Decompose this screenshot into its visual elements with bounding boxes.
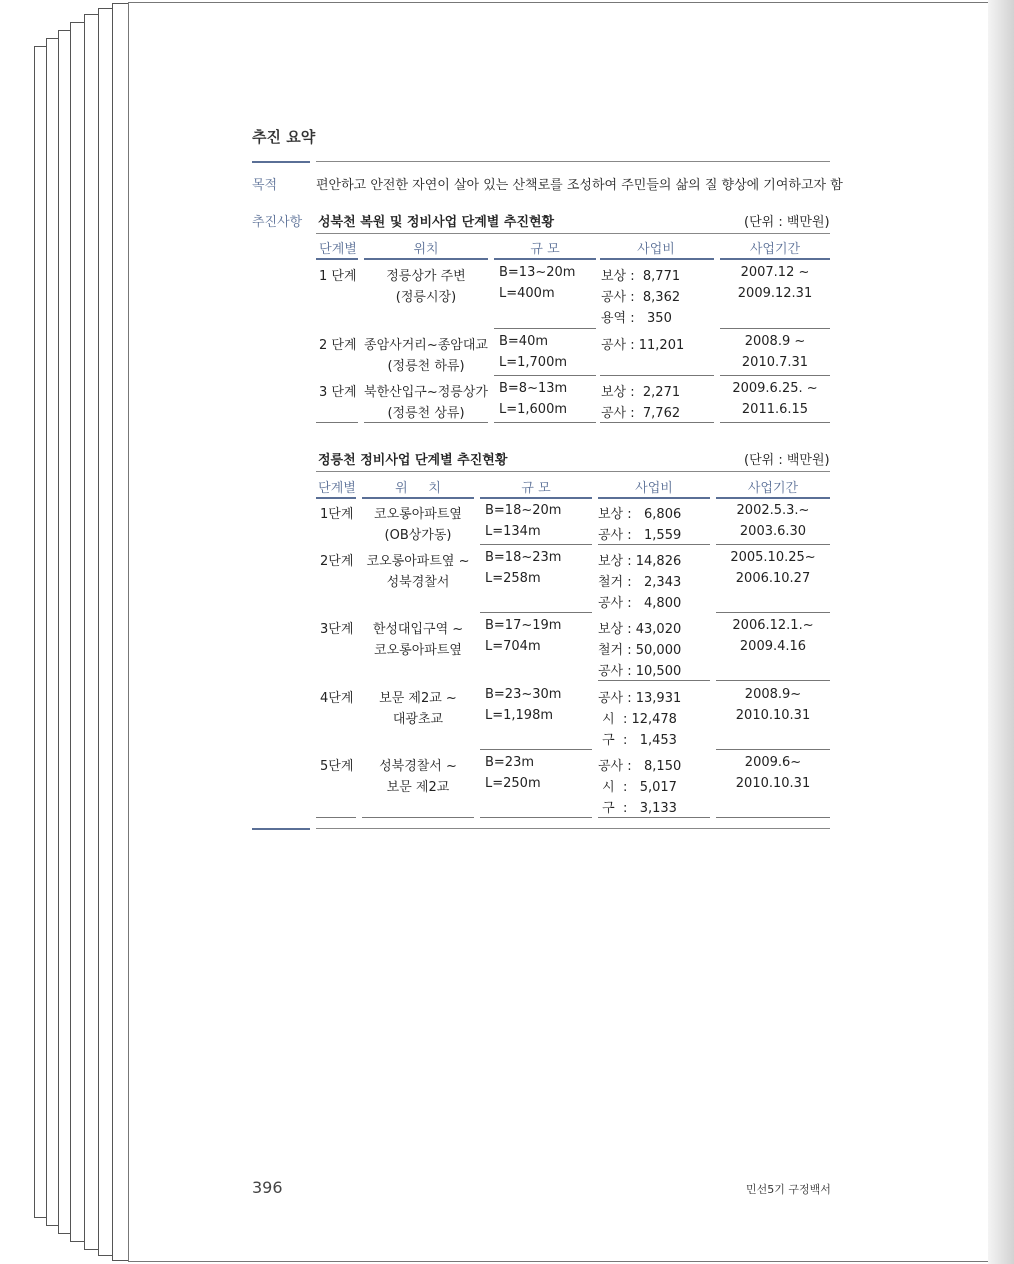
t2-header-cost: 사업비: [635, 481, 673, 496]
t2-r5-loc2: 보문 제2교: [386, 780, 450, 795]
t1-r2-cost1: 공사 : 11,201: [601, 338, 685, 353]
t2-r1-loc2: (OB상가동): [384, 528, 452, 543]
t1-r3-cost1: 보상 : 2,271: [601, 385, 681, 400]
t1-r3-cost2: 공사 : 7,762: [601, 406, 681, 421]
t2-r3-scale1: B=17~19m: [485, 618, 562, 633]
t2-r2-cost1: 보상 : 14,826: [598, 554, 682, 569]
t2-r1-scale1: B=18~20m: [485, 503, 562, 518]
t2-r5-loc1: 성북경찰서 ~: [379, 759, 457, 774]
t1-r2-stage: 2 단계: [319, 338, 357, 353]
t2-r3-cost3: 공사 : 10,500: [598, 664, 682, 679]
t2-r3-loc2: 코오롱아파트옆: [374, 643, 462, 658]
t1-r2-loc1: 종암사거리~종암대교: [364, 338, 488, 353]
t2-r3-scale2: L=704m: [485, 639, 541, 654]
t2-r4-period2: 2010.10.31: [735, 708, 811, 723]
t2-r3-period2: 2009.4.16: [739, 639, 807, 654]
t2-r4-cost1: 공사 : 13,931: [598, 691, 682, 706]
t1-r1-period2: 2009.12.31: [737, 286, 813, 301]
t2-r1-period1: 2002.5.3.~: [736, 503, 810, 518]
t1-r2-loc2: (정릉천 하류): [387, 359, 465, 374]
t1-r3-period1: 2009.6.25. ~: [732, 381, 818, 396]
t1-r1-scale2: L=400m: [499, 286, 555, 301]
t1-r2-period1: 2008.9 ~: [744, 334, 806, 349]
t2-r4-loc1: 보문 제2교 ~: [379, 691, 457, 706]
t1-r3-scale2: L=1,600m: [499, 402, 568, 417]
t1-r1-scale1: B=13~20m: [499, 265, 576, 280]
t2-r5-cost1: 공사 : 8,150: [598, 759, 682, 774]
t2-r5-stage: 5단계: [320, 759, 354, 774]
t2-r1-cost2: 공사 : 1,559: [598, 528, 682, 543]
table2-unit: (단위 : 백만원): [744, 453, 830, 468]
t2-r4-cost2: 시 : 12,478: [598, 712, 677, 727]
t2-header-stage: 단계별: [318, 481, 356, 496]
t2-r5-scale1: B=23m: [485, 755, 535, 770]
t2-r2-stage: 2단계: [320, 554, 354, 569]
t2-r5-period1: 2009.6~: [744, 755, 802, 770]
t1-r1-cost1: 보상 : 8,771: [601, 269, 681, 284]
t1-r1-stage: 1 단계: [319, 269, 357, 284]
section-title: 추진 요약: [252, 128, 316, 146]
t2-r1-cost1: 보상 : 6,806: [598, 507, 682, 522]
t1-r3-period2: 2011.6.15: [741, 402, 809, 417]
t1-header-cost: 사업비: [637, 242, 675, 257]
t1-r1-cost3: 용역 : 350: [601, 311, 672, 326]
t2-r2-period2: 2006.10.27: [735, 571, 811, 586]
purpose-label: 목적: [252, 178, 278, 193]
t2-r3-period1: 2006.12.1.~: [732, 618, 814, 633]
t2-r4-cost3: 구 : 1,453: [598, 733, 677, 748]
t2-header-period: 사업기간: [747, 481, 799, 496]
table1-unit: (단위 : 백만원): [744, 215, 830, 230]
table2-title: 정릉천 정비사업 단계별 추진현황: [318, 453, 508, 468]
book-title: 민선5기 구정백서: [746, 1183, 831, 1196]
t2-r3-loc1: 한성대입구역 ~: [372, 622, 464, 637]
t2-r3-stage: 3단계: [320, 622, 354, 637]
t2-header-loc: 위 치: [395, 481, 441, 496]
t2-r4-loc2: 대광초교: [392, 712, 444, 727]
t1-r1-loc2: (정릉시장): [395, 290, 457, 305]
t2-r1-stage: 1단계: [320, 507, 354, 522]
t2-r4-stage: 4단계: [320, 691, 354, 706]
t1-r3-loc2: (정릉천 상류): [387, 406, 465, 421]
page-number: 396: [252, 1178, 283, 1197]
t2-r4-period1: 2008.9~: [744, 687, 802, 702]
t2-r5-cost2: 시 : 5,017: [598, 780, 677, 795]
t1-header-stage: 단계별: [319, 242, 357, 257]
page-stack-edge: [0, 0, 140, 1264]
t2-r1-loc1: 코오롱아파트옆: [374, 507, 462, 522]
t1-r1-cost2: 공사 : 8,362: [601, 290, 681, 305]
t1-header-loc: 위치: [413, 242, 439, 257]
t1-r3-stage: 3 단계: [319, 385, 357, 400]
t1-header-scale: 규 모: [530, 242, 560, 257]
progress-label: 추진사항: [252, 215, 303, 230]
t2-r3-cost1: 보상 : 43,020: [598, 622, 682, 637]
t2-r2-scale1: B=18~23m: [485, 550, 562, 565]
t2-r4-scale1: B=23~30m: [485, 687, 562, 702]
t2-r2-loc2: 성북경찰서: [386, 575, 450, 590]
t1-r2-period2: 2010.7.31: [741, 355, 809, 370]
t1-r1-period1: 2007.12 ~: [740, 265, 810, 280]
t2-r2-period1: 2005.10.25~: [730, 550, 816, 565]
t2-header-scale: 규 모: [521, 481, 551, 496]
t2-r1-period2: 2003.6.30: [739, 524, 807, 539]
t2-r4-scale2: L=1,198m: [485, 708, 554, 723]
t1-r3-loc1: 북한산입구~정릉상가: [364, 385, 488, 400]
t2-r1-scale2: L=134m: [485, 524, 541, 539]
t1-r1-loc1: 정릉상가 주변: [386, 269, 466, 284]
t2-r2-loc1: 코오롱아파트옆 ~: [366, 554, 470, 569]
t2-r3-cost2: 철거 : 50,000: [598, 643, 682, 658]
page-edge-shadow: [988, 0, 1014, 1264]
t1-header-period: 사업기간: [749, 242, 801, 257]
t2-r5-period2: 2010.10.31: [735, 776, 811, 791]
t1-r2-scale1: B=40m: [499, 334, 549, 349]
t1-r3-scale1: B=8~13m: [499, 381, 568, 396]
t2-r5-scale2: L=250m: [485, 776, 541, 791]
purpose-text: 편안하고 안전한 자연이 살아 있는 산책로를 조성하여 주민들의 삶의 질 향상에 기여하고자 함: [316, 178, 843, 193]
t2-r2-scale2: L=258m: [485, 571, 541, 586]
t2-r2-cost2: 철거 : 2,343: [598, 575, 682, 590]
t2-r2-cost3: 공사 : 4,800: [598, 596, 682, 611]
t2-r5-cost3: 구 : 3,133: [598, 801, 677, 816]
table1-title: 성북천 복원 및 정비사업 단계별 추진현황: [318, 215, 555, 230]
t1-r2-scale2: L=1,700m: [499, 355, 568, 370]
